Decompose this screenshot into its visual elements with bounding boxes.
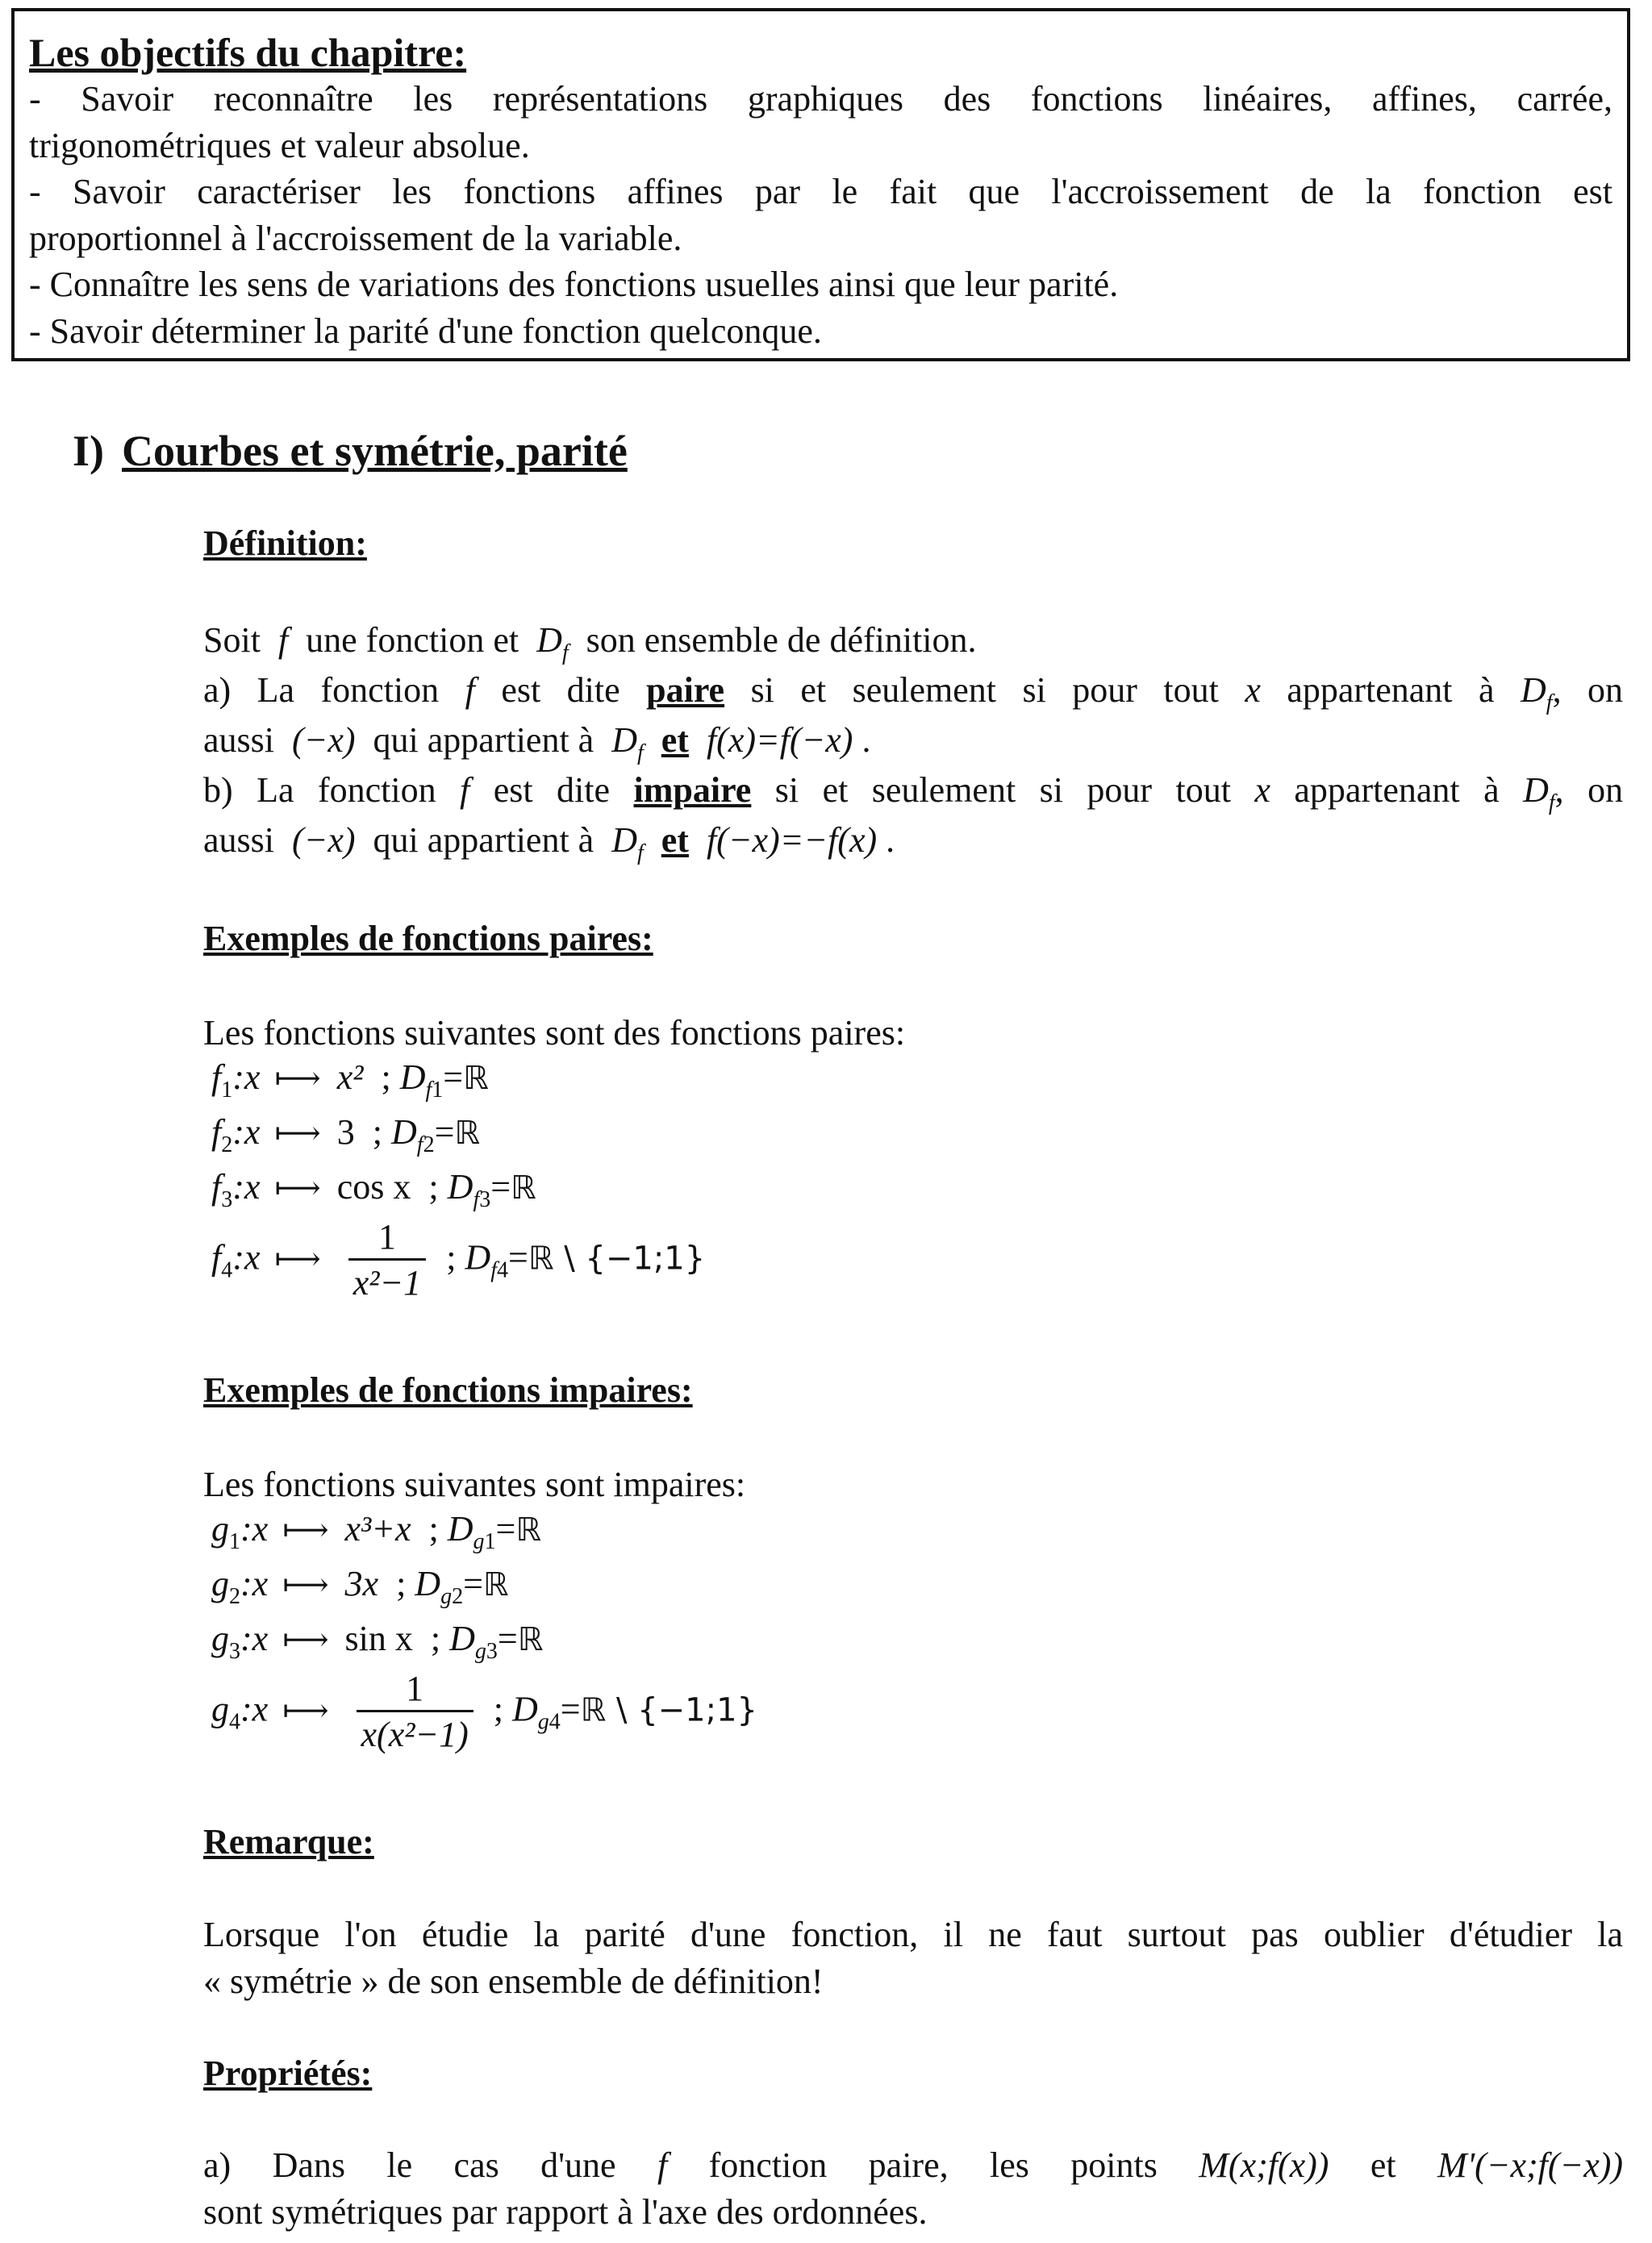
definition-b-line2: aussi (−x) qui appartient à $D_f$ et f(−x)=−f(x) .: [203, 820, 895, 865]
objective-line: proportionnel à l'accroissement de la variable.: [29, 218, 682, 258]
fraction: $\frac{1}{\text{x(x²−1)}}$: [357, 1668, 473, 1757]
objective-line: - Savoir caractériser les fonctions affines par le fait que l'accroissement de la fonction est: [29, 172, 1612, 211]
remark-line-1: Lorsque l'on étudie la parité d'une fonction, il ne faut surtout pas oublier d'étudier la: [203, 1915, 1623, 1954]
definition-a-line2: aussi (−x) qui appartient à $D_f$ et f(x)=f(−x) .: [203, 720, 871, 765]
odd-examples-intro: Les fonctions suivantes sont impaires:: [203, 1465, 746, 1504]
impaire-equation: f(−x)=−f(x): [706, 820, 878, 860]
odd-function-3: $g_3:x$ ⟼ sin x ; $D_{g3}=ℝ$: [211, 1619, 544, 1664]
section-title-text: Courbes et symétrie, parité: [122, 427, 628, 475]
even-examples-heading: Exemples de fonctions paires:: [203, 919, 653, 958]
remark-body: [203, 1910, 1623, 2007]
point-m: M(x;f(x)): [1199, 2145, 1329, 2185]
properties-body: [203, 2141, 1623, 2237]
keyword-impaire: impaire: [633, 770, 752, 810]
even-function-2: $f_2:x$ ⟼ 3 ; $D_{f2}=ℝ$: [211, 1112, 481, 1157]
paire-equation: f(x)=f(−x): [706, 720, 853, 760]
objective-line: - Connaître les sens de variations des fonctions usuelles ainsi que leur parité.: [29, 265, 1119, 304]
point-m-prime: M'(−x;f(−x)): [1437, 2145, 1624, 2185]
section-title: [73, 426, 628, 476]
even-function-1: $f_1:x$ ⟼ x² ; $D_{f1}=ℝ$: [211, 1057, 489, 1103]
definition-heading: Définition:: [203, 523, 367, 563]
even-function-3: $f_3:x$ ⟼ cos x ; $D_{f3}=ℝ$: [211, 1167, 536, 1212]
objective-line: - Savoir reconnaître les représentations graphiques des fonctions linéaires, affines, carrée,: [29, 79, 1612, 119]
property-a-line1: a) Dans le cas d'une f fonction paire, les points M(x;f(x)) et M'(−x;f(−x)): [203, 2145, 1624, 2185]
definition-a-line1: a) La fonction f est dite paire si et seulement si pour tout x appartenant à $D_f$, on: [203, 670, 1624, 715]
fraction: $\frac{1}{\text{x²−1}}$: [348, 1216, 426, 1306]
objective-line: trigonométriques et valeur absolue.: [29, 125, 530, 165]
even-function-4: $f_4:x$ ⟼ $\frac{1}{\text{x²−1}}$ ; $D_{f4}=ℝ$ \ {−1;1}: [211, 1216, 705, 1306]
objectives-title: Les objectifs du chapitre:: [29, 30, 467, 75]
definition-b-line1: b) La fonction f est dite impaire si et seulement si pour tout x appartenant à $D_f$, on: [203, 770, 1624, 815]
keyword-paire: paire: [646, 670, 725, 710]
objective-line: - Savoir déterminer la parité d'une fonction quelconque.: [29, 311, 822, 351]
definition-body: [203, 615, 1623, 865]
objectives-box: [11, 8, 1630, 361]
section-number: I): [73, 427, 104, 475]
remark-line-2: « symétrie » de son ensemble de définition!: [203, 1962, 824, 2001]
odd-function-4: $g_4:x$ ⟼ $\frac{1}{\text{x(x²−1)}}$ ; $D_{g4}=ℝ$ \ {−1;1}: [211, 1668, 757, 1757]
remark-heading: Remarque:: [203, 1822, 374, 1862]
odd-function-2: $g_2:x$ ⟼ 3x ; $D_{g2}=ℝ$: [211, 1564, 509, 1609]
properties-heading: Propriétés:: [203, 2053, 373, 2093]
definition-intro: Soit f une fonction et $D_f$ son ensemble de définition.: [203, 620, 977, 665]
even-examples-intro: Les fonctions suivantes sont des fonctions paires:: [203, 1013, 906, 1053]
odd-function-1: $g_1:x$ ⟼ x³+x ; $D_{g1}=ℝ$: [211, 1509, 542, 1554]
property-a-line2: sont symétriques par rapport à l'axe des ordonnées.: [203, 2192, 928, 2232]
odd-examples-heading: Exemples de fonctions impaires:: [203, 1370, 693, 1410]
